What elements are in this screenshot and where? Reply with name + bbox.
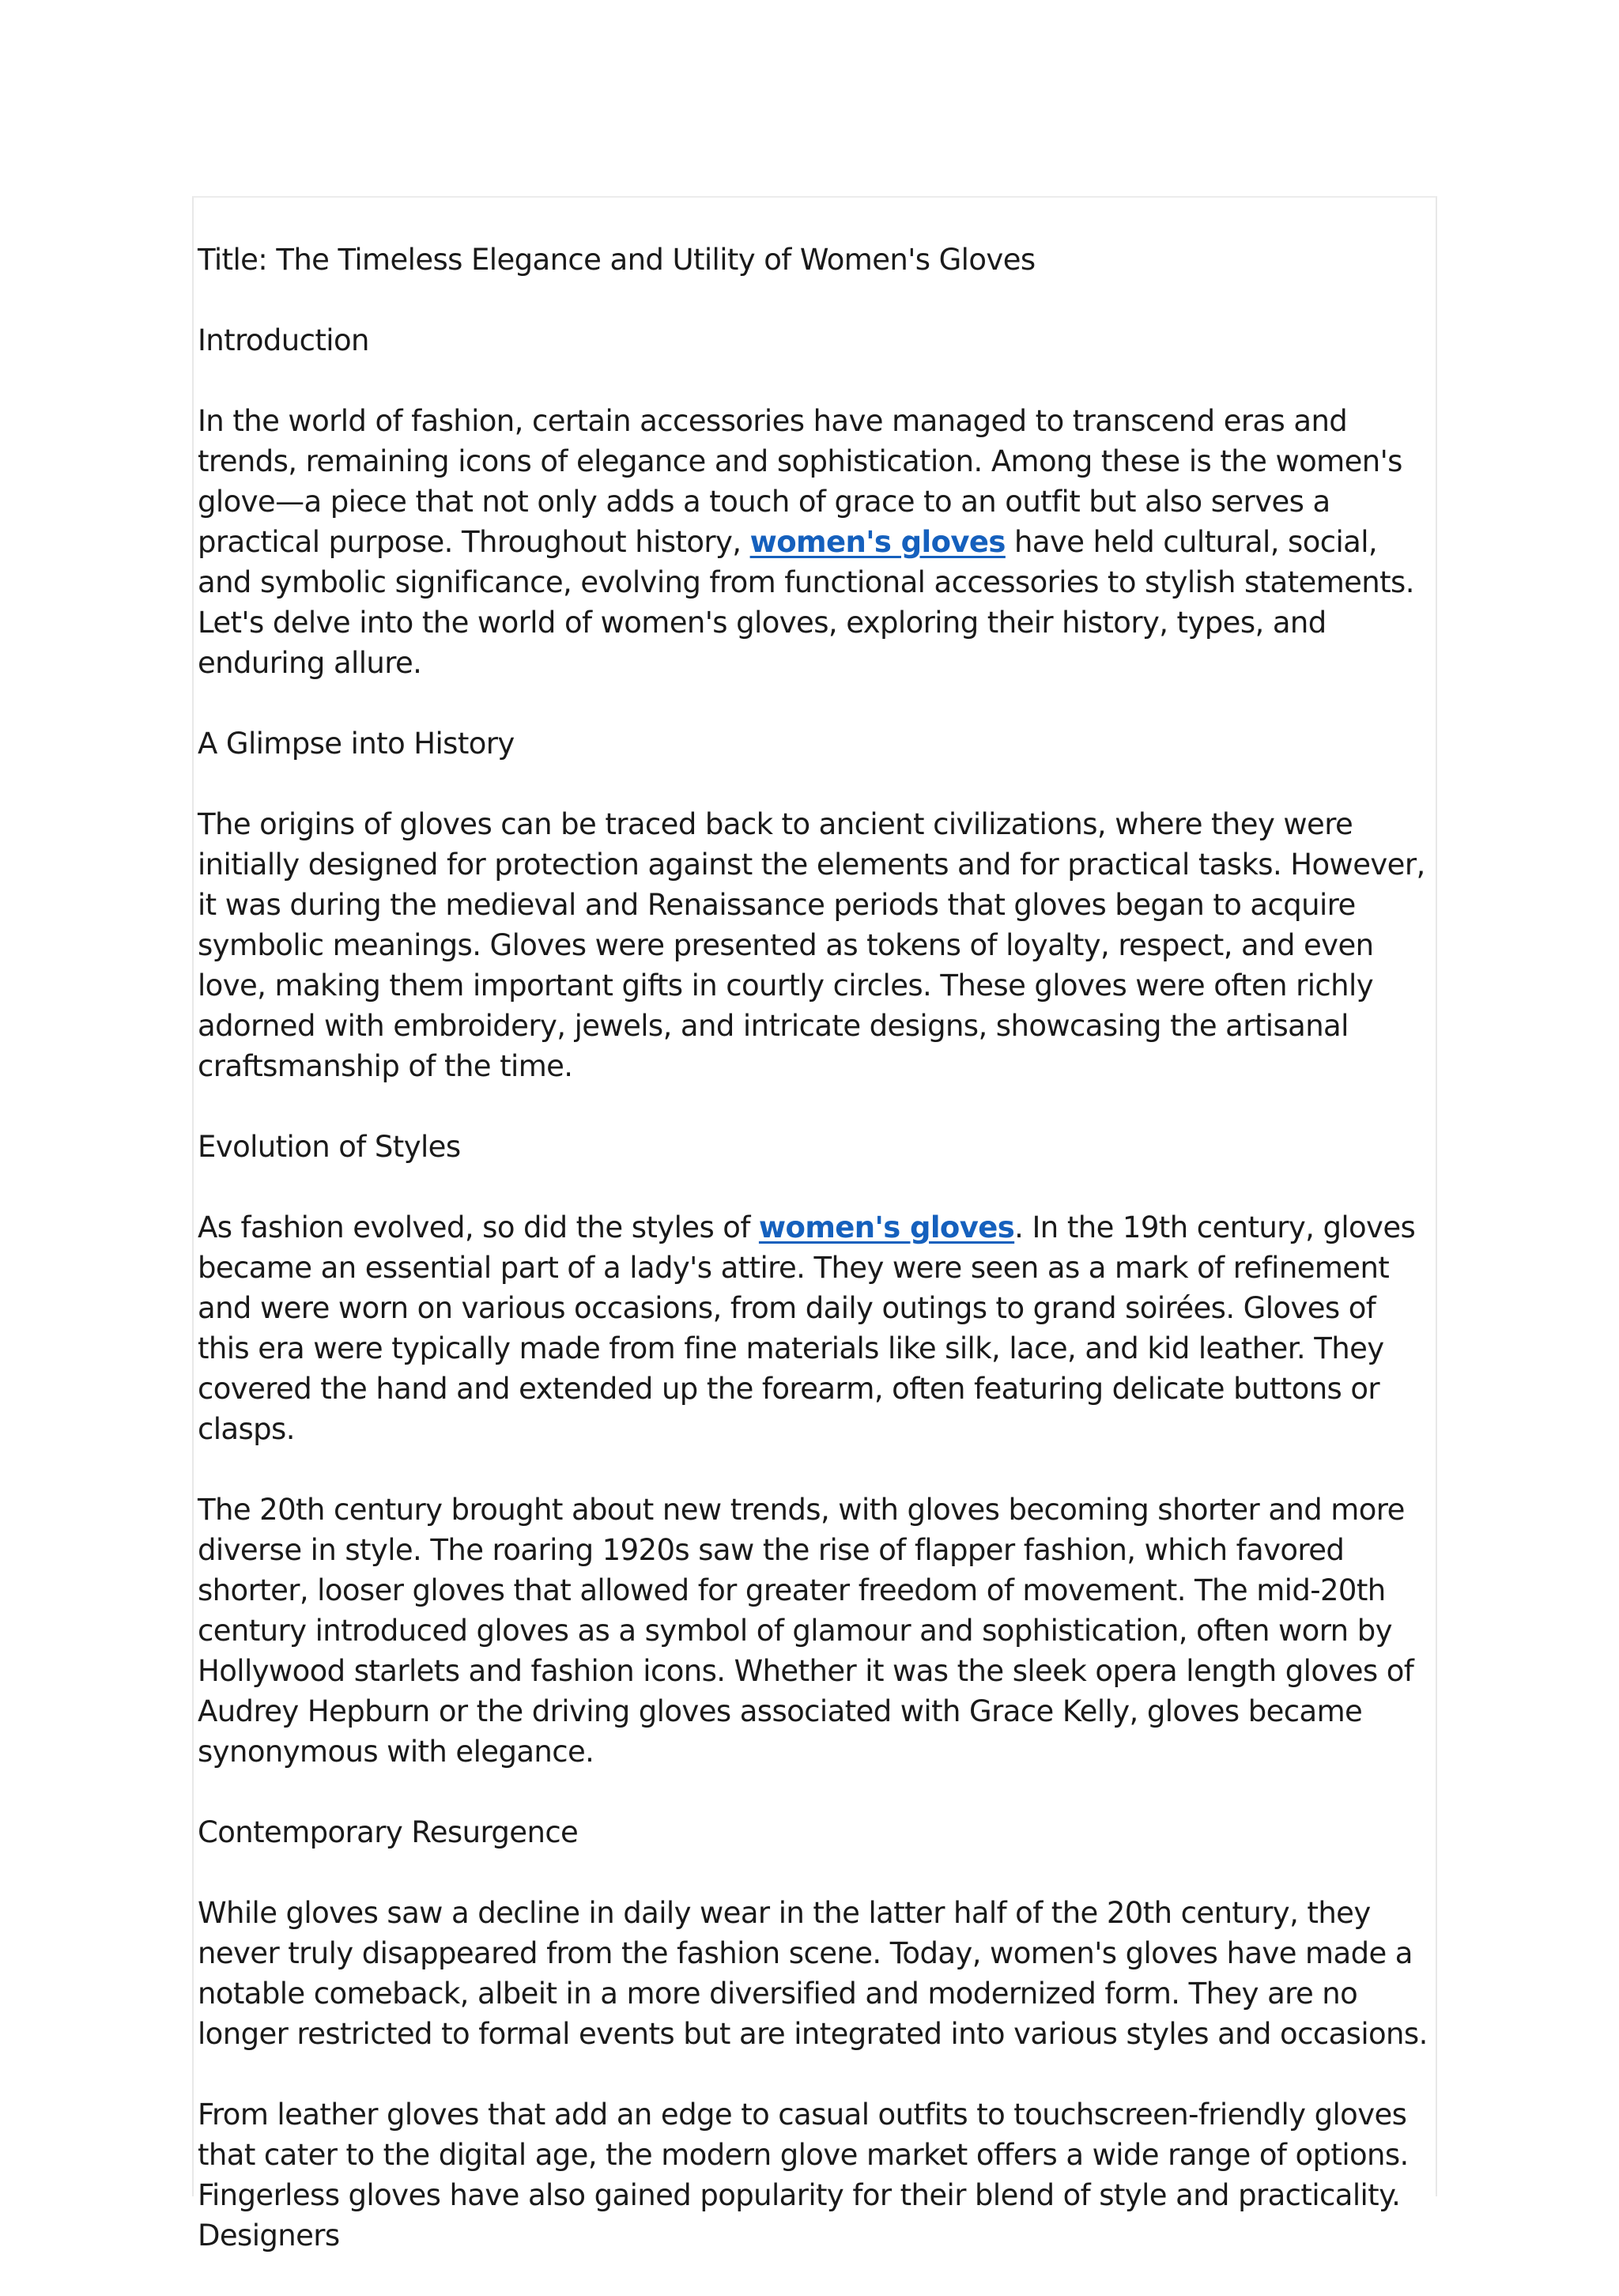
paragraph-resurgence-1: While gloves saw a decline in daily wear in the latter half of the 20th century, they never truly disappeared from the fashion scene. Today, women's gloves have made a notable comeback, albeit in a more diversified and modernized form. They are no longer restricted to formal events but are integrated into various styles and occasions. [198, 1896, 1428, 2051]
section-heading-styles: Evolution of Styles [198, 1130, 461, 1164]
section-heading-introduction: Introduction [198, 323, 369, 357]
paragraph-text: . In the 19th century, gloves became an essential part of a lady's attire. They were seen as a mark of refinement and were worn on various occasions, from daily outings to grand soirées. Gloves of this era were typically made from fine materials like silk, lace, and kid leather. They covered the hand and extended up the forearm, often featuring delicate buttons or clasps. [198, 1210, 1416, 1446]
paragraph-text: As fashion evolved, so did the styles of [198, 1210, 759, 1244]
document-title: Title: The Timeless Elegance and Utility of Women's Gloves [198, 243, 1036, 277]
paragraph-styles-2: The 20th century brought about new trends, with gloves becoming shorter and more diverse in style. The roaring 1920s saw the rise of flapper fashion, which favored shorter, looser gloves that allowed for greater freedom of movement. The mid-20th century introduced gloves as a symbol of glamour and sophistication, often worn by Hollywood starlets and fashion icons. Whether it was the sleek opera length gloves of Audrey Hepburn or the driving gloves associated with Grace Kelly, gloves became synonymous with elegance. [198, 1493, 1414, 1769]
paragraph-styles-1 [198, 1207, 1435, 1449]
paragraph-text: have held cultural, social, and symbolic significance, evolving from functional accessories to stylish statements. Let's delve into the world of women's gloves, exploring their history, types, and enduring allure. [198, 525, 1414, 680]
paragraph-history: The origins of gloves can be traced back to ancient civilizations, where they were initially designed for protection against the elements and for practical tasks. However, it was during the medieval and Renaissance periods that gloves began to acquire symbolic meanings. Gloves were presented as tokens of loyalty, respect, and even love, making them important gifts in courtly circles. These gloves were often richly adorned with embroidery, jewels, and intricate designs, showcasing the artisanal craftsmanship of the time. [198, 807, 1425, 1083]
section-heading-resurgence: Contemporary Resurgence [198, 1815, 579, 1849]
paragraph-text: In the world of fashion, certain accessories have managed to transcend eras and trends, remaining icons of elegance and sophistication. Among these is the women's glove—a piece that not only adds a touch of grace to an outfit but also serves a practical purpose. Throughout history, [198, 404, 1402, 559]
document-body [198, 240, 1435, 2296]
paragraph-introduction [198, 401, 1435, 683]
womens-gloves-link[interactable]: women's gloves [758, 1210, 1015, 1244]
womens-gloves-link[interactable]: women's gloves [749, 525, 1006, 559]
section-heading-history: A Glimpse into History [198, 727, 515, 761]
paragraph-resurgence-2: From leather gloves that add an edge to casual outfits to touchscreen-friendly gloves that cater to the digital age, the modern glove market offers a wide range of options. Fingerless gloves have also gained popularity for their blend of style and practicality. Designers [198, 2098, 1409, 2253]
